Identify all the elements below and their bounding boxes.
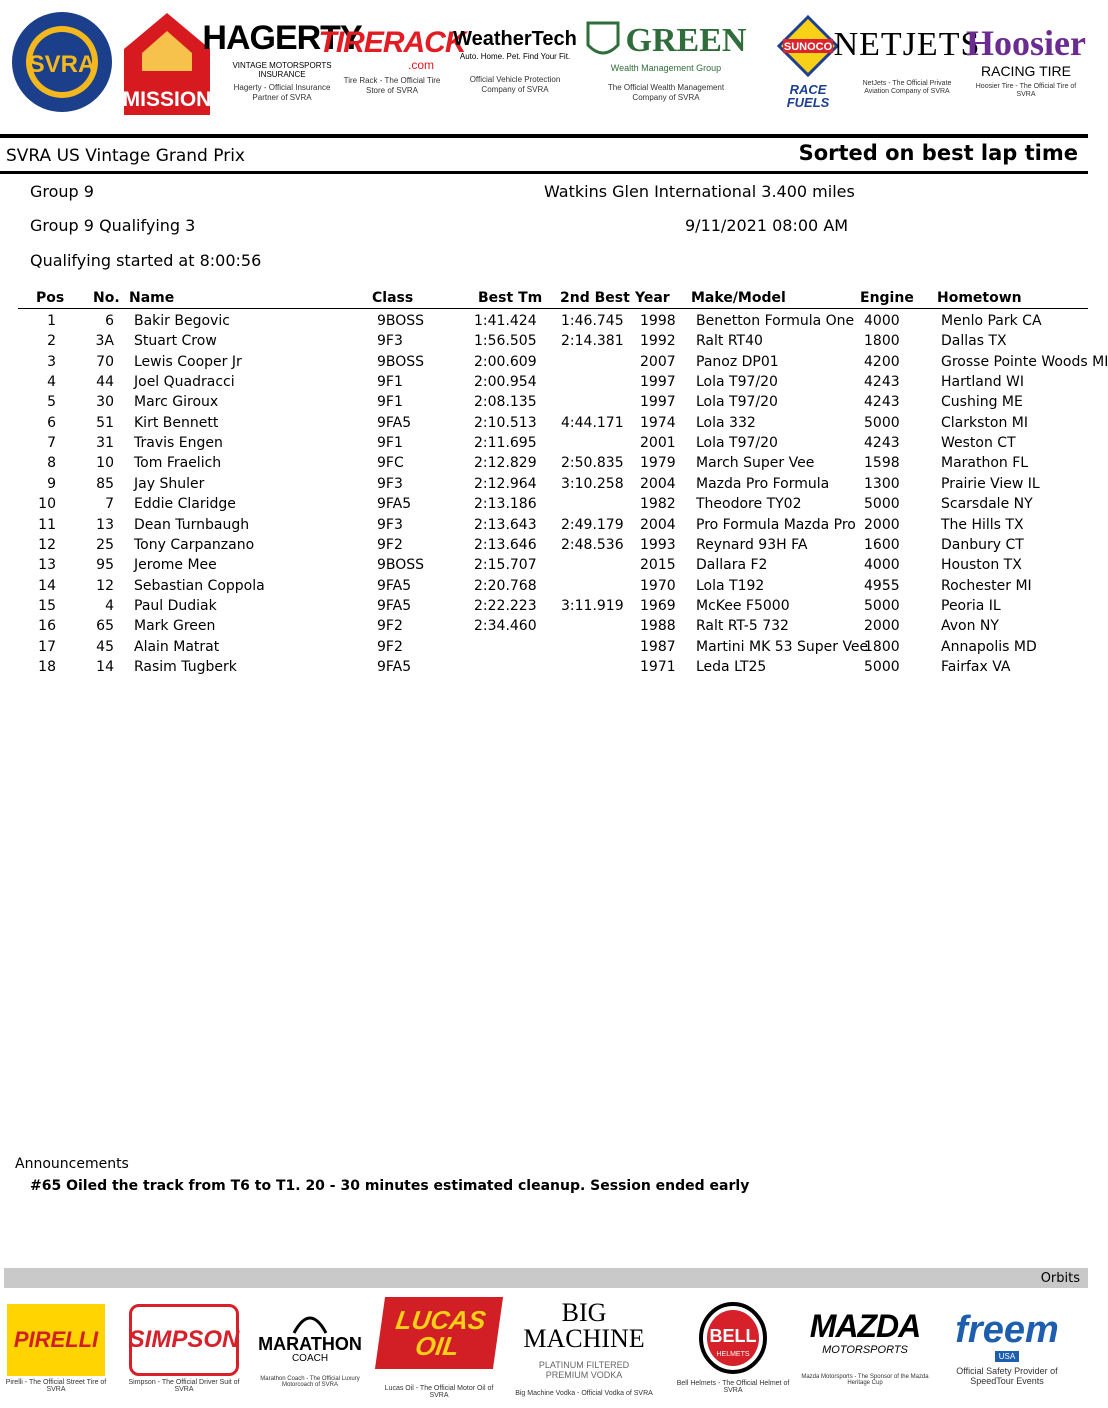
- cell-home: Grosse Pointe Woods MI: [941, 353, 1108, 370]
- cell-second: 1:46.745: [561, 313, 624, 329]
- table-row: [0, 557, 1088, 577]
- cell-engine: 1300: [864, 475, 900, 492]
- cell-best: 2:15.707: [474, 557, 537, 574]
- simpson-logo-text: SIMPSON: [128, 1325, 240, 1353]
- session-datetime: 9/11/2021 08:00 AM: [685, 216, 849, 235]
- col-engine: Engine: [860, 290, 914, 306]
- cell-engine: 5000: [864, 597, 900, 614]
- cell-name: Tom Fraelich: [134, 455, 222, 472]
- cell-year: 1998: [640, 313, 676, 329]
- cell-home: Menlo Park CA: [941, 313, 1042, 329]
- cell-best: 2:00.954: [474, 374, 537, 391]
- cell-class: 9BOSS: [377, 313, 425, 329]
- pirelli-logo: [4, 1296, 108, 1400]
- cell-class: 9F1: [377, 374, 403, 391]
- marathon-logo: [248, 1296, 372, 1400]
- mazda-sub: MOTORSPORTS: [822, 1344, 908, 1356]
- cell-make: Pro Formula Mazda Pro: [696, 516, 856, 533]
- mission-emblem-icon: [120, 9, 214, 115]
- cell-home: Weston CT: [941, 435, 1016, 452]
- cell-pos: 3: [47, 353, 56, 370]
- cell-pos: 10: [38, 496, 56, 513]
- bell-logo: [676, 1296, 790, 1400]
- cell-name: Alain Matrat: [134, 638, 220, 655]
- cell-no: 13: [96, 516, 114, 533]
- cell-make: Ralt RT40: [696, 333, 763, 350]
- cell-name: Lewis Cooper Jr: [134, 353, 242, 370]
- footer-bar: [4, 1268, 1088, 1288]
- cell-class: 9F2: [377, 638, 403, 655]
- cell-make: Dallara F2: [696, 557, 768, 574]
- cell-no: 95: [96, 557, 114, 574]
- svra-emblem-icon: [10, 10, 114, 114]
- cell-home: Peoria IL: [941, 597, 1001, 614]
- cell-pos: 8: [47, 455, 56, 472]
- cell-best: 2:13.643: [474, 516, 537, 533]
- hoosier-logo: [968, 6, 1084, 118]
- table-row: [0, 496, 1088, 516]
- cell-pos: 15: [38, 597, 56, 614]
- cell-engine: 5000: [864, 658, 900, 675]
- cell-best: 2:00.609: [474, 353, 537, 370]
- cell-home: Fairfax VA: [941, 658, 1011, 675]
- cell-pos: 16: [38, 618, 56, 635]
- table-row: [0, 659, 1088, 679]
- marathon-tag: Marathon Coach - The Official Luxury Motorcoach of SVRA: [260, 1375, 360, 1388]
- table-row: [0, 476, 1088, 496]
- marathon-logo-text: MARATHON: [258, 1333, 362, 1354]
- cell-no: 51: [96, 414, 114, 431]
- cell-name: Mark Green: [134, 618, 216, 635]
- cell-engine: 2000: [864, 516, 900, 533]
- weathertech-sub: Auto. Home. Pet. Find Your Fit.: [459, 52, 571, 62]
- cell-class: 9F3: [377, 333, 403, 350]
- bigmachine-logo-text: BIG MACHINE: [523, 1297, 645, 1353]
- cell-class: 9F2: [377, 536, 403, 553]
- cell-make: Ralt RT-5 732: [696, 618, 789, 635]
- table-row: [0, 374, 1088, 394]
- col-second: 2nd Best: [560, 290, 630, 306]
- cell-home: Hartland WI: [941, 374, 1025, 391]
- orbits-brand: Orbits: [1040, 1271, 1080, 1286]
- hoosier-sub: RACING TIRE: [981, 62, 1071, 79]
- pirelli-tag: Pirelli - The Official Street Tire of SVRA: [5, 1378, 107, 1393]
- hagerty-logo-text: HAGERTY: [202, 19, 362, 58]
- cell-pos: 11: [38, 516, 56, 533]
- cell-name: Marc Giroux: [134, 394, 219, 411]
- table-row: [0, 537, 1088, 557]
- cell-name: Rasim Tugberk: [134, 658, 237, 675]
- col-make: Make/Model: [691, 290, 786, 306]
- col-year: Year: [635, 290, 670, 306]
- col-best: Best Tm: [478, 290, 543, 306]
- announcement-text: #65 Oiled the track from T6 to T1. 20 - 30 minutes estimated cleanup. Session ended early: [30, 1178, 750, 1194]
- cell-year: 2015: [640, 557, 676, 574]
- cell-pos: 18: [38, 658, 56, 675]
- cell-no: 14: [96, 658, 114, 675]
- weathertech-logo: [452, 6, 578, 118]
- green-tag: The Official Wealth Management Company of SVRA: [607, 83, 725, 102]
- cell-make: Lola T192: [696, 577, 765, 594]
- table-row: [0, 353, 1108, 374]
- cell-engine: 4000: [864, 313, 900, 329]
- cell-no: 25: [96, 536, 114, 553]
- netjets-logo: [833, 6, 981, 118]
- cell-no: 7: [105, 496, 114, 513]
- cell-best: 2:22.223: [474, 597, 537, 614]
- cell-class: 9FA5: [377, 577, 412, 594]
- cell-pos: 2: [47, 333, 56, 350]
- cell-class: 9F3: [377, 475, 403, 492]
- tirerack-logo-text: TIRERACK: [318, 26, 466, 60]
- cell-make: Lola T97/20: [696, 394, 778, 411]
- cell-name: Stuart Crow: [134, 333, 217, 350]
- cell-no: 12: [96, 577, 114, 594]
- cell-engine: 5000: [864, 414, 900, 431]
- col-name: Name: [129, 290, 175, 306]
- cell-class: 9FC: [377, 455, 404, 472]
- cell-second: 2:49.179: [561, 516, 624, 533]
- cell-no: 6: [105, 313, 114, 329]
- table-row: [0, 598, 1088, 618]
- cell-engine: 1600: [864, 536, 900, 553]
- cell-name: Travis Engen: [134, 435, 223, 452]
- cell-make: Leda LT25: [696, 658, 767, 675]
- col-home: Hometown: [937, 290, 1022, 306]
- group-label: Group 9: [30, 182, 94, 201]
- green-logo: [592, 6, 747, 118]
- cell-make: Mazda Pro Formula: [696, 475, 830, 492]
- hoosier-logo-text: Hoosier: [966, 22, 1086, 63]
- cell-home: Cushing ME: [941, 394, 1023, 411]
- cell-second: 2:50.835: [561, 455, 624, 472]
- cell-class: 9FA5: [377, 414, 412, 431]
- cell-best: 1:41.424: [474, 313, 537, 329]
- green-sub: Wealth Management Group: [610, 63, 722, 74]
- cell-engine: 1598: [864, 455, 900, 472]
- cell-no: 44: [96, 374, 114, 391]
- cell-home: Danbury CT: [941, 536, 1024, 553]
- cell-name: Paul Dudiak: [134, 597, 217, 614]
- cell-class: 9FA5: [377, 597, 412, 614]
- col-pos: Pos: [36, 290, 65, 306]
- sunoco-sub: RACE FUELS: [786, 82, 830, 110]
- cell-engine: 1800: [864, 333, 900, 350]
- mission-logo-text: MISSION: [122, 88, 212, 111]
- cell-pos: 14: [38, 577, 56, 594]
- cell-name: Jerome Mee: [134, 557, 217, 574]
- lucasoil-logo-text: LUCAS OIL: [393, 1305, 488, 1361]
- cell-make: Reynard 93H FA: [696, 536, 808, 553]
- cell-best: 2:10.513: [474, 414, 537, 431]
- cell-pos: 12: [38, 536, 56, 553]
- cell-engine: 4955: [864, 577, 900, 594]
- cell-class: 9BOSS: [377, 557, 425, 574]
- session-label: Group 9 Qualifying 3: [30, 216, 196, 235]
- table-row: [0, 435, 1088, 455]
- cell-engine: 5000: [864, 496, 900, 513]
- cell-year: 1982: [640, 496, 676, 513]
- cell-class: 9F3: [377, 516, 403, 533]
- simpson-tag: Simpson - The Official Driver Suit of SVRA: [128, 1378, 240, 1393]
- freem-logo: [934, 1296, 1080, 1400]
- table-row: [0, 455, 1088, 475]
- bigmachine-sub: PLATINUM FILTERED PREMIUM VODKA: [538, 1359, 630, 1380]
- bell-emblem-icon: [697, 1302, 769, 1374]
- cell-year: 1969: [640, 597, 676, 614]
- sponsor-header: [0, 0, 1088, 128]
- simpson-logo: [126, 1296, 242, 1400]
- lucasoil-logo: [380, 1296, 498, 1400]
- table-row: [0, 578, 1088, 598]
- cell-engine: 4200: [864, 353, 900, 370]
- cell-make: Theodore TY02: [696, 496, 802, 513]
- cell-engine: 4000: [864, 557, 900, 574]
- table-row: [0, 313, 1088, 333]
- cell-year: 1979: [640, 455, 676, 472]
- cell-class: 9BOSS: [377, 353, 425, 370]
- cell-home: Houston TX: [941, 557, 1022, 574]
- cell-no: 45: [96, 638, 114, 655]
- cell-name: Sebastian Coppola: [134, 577, 265, 594]
- marathon-sub: COACH: [291, 1352, 329, 1364]
- cell-second: 2:48.536: [561, 536, 624, 553]
- header-rule-bottom: [0, 171, 1088, 174]
- cell-name: Tony Carpanzano: [134, 536, 255, 553]
- cell-name: Dean Turnbaugh: [134, 516, 250, 533]
- cell-home: The Hills TX: [941, 516, 1024, 533]
- freem-tag: Official Safety Provider of SpeedTour Events: [956, 1365, 1058, 1386]
- tirerack-sub: .com: [407, 58, 434, 73]
- bigmachine-logo: [510, 1296, 658, 1400]
- session-start: Qualifying started at 8:00:56: [30, 251, 262, 270]
- hagerty-sub: VINTAGE MOTORSPORTS INSURANCE: [232, 61, 332, 80]
- cell-best: 1:56.505: [474, 333, 537, 350]
- cell-pos: 7: [47, 435, 56, 452]
- cell-best: 2:12.829: [474, 455, 537, 472]
- cell-pos: 4: [47, 374, 56, 391]
- cell-no: 31: [96, 435, 114, 452]
- freem-sub: USA: [995, 1351, 1019, 1362]
- cell-no: 65: [96, 618, 114, 635]
- table-row: [0, 333, 1088, 353]
- cell-year: 1988: [640, 618, 676, 635]
- cell-pos: 6: [47, 414, 56, 431]
- cell-engine: 4243: [864, 394, 900, 411]
- cell-name: Bakir Begovic: [134, 313, 230, 329]
- col-no: No.: [93, 290, 120, 306]
- hagerty-tag: Hagerty - Official Insurance Partner of SVRA: [233, 83, 331, 102]
- cell-no: 4: [105, 597, 114, 614]
- header-rule-top: [0, 134, 1088, 138]
- cell-no: 30: [96, 394, 114, 411]
- bigmachine-tag: Big Machine Vodka - Official Vodka of SVRA: [515, 1389, 653, 1397]
- cell-make: Lola 332: [696, 414, 756, 431]
- cell-class: 9F2: [377, 618, 403, 635]
- cell-year: 2001: [640, 435, 676, 452]
- cell-year: 1970: [640, 577, 676, 594]
- cell-engine: 4243: [864, 435, 900, 452]
- cell-make: Lola T97/20: [696, 435, 778, 452]
- cell-home: Avon NY: [941, 618, 999, 635]
- cell-home: Prairie View IL: [941, 475, 1040, 492]
- cell-class: 9F1: [377, 435, 403, 452]
- cell-best: 2:08.135: [474, 394, 537, 411]
- sunoco-logo-text: SUNOCO: [783, 41, 833, 53]
- cell-make: March Super Vee: [696, 455, 815, 472]
- col-class: Class: [372, 290, 414, 306]
- cell-pos: 17: [38, 638, 56, 655]
- svra-logo: [8, 6, 116, 118]
- cell-year: 2004: [640, 475, 676, 492]
- cell-make: Martini MK 53 Super Vee: [696, 638, 869, 655]
- event-title: SVRA US Vintage Grand Prix: [6, 146, 245, 166]
- results-header-rule: [18, 308, 1088, 309]
- lucasoil-tag: Lucas Oil - The Official Motor Oil of SVRA: [384, 1385, 494, 1399]
- cell-make: Panoz DP01: [696, 353, 779, 370]
- cell-second: 3:10.258: [561, 475, 624, 492]
- netjets-logo-text: NETJETS: [833, 25, 981, 63]
- cell-make: Benetton Formula One: [696, 313, 855, 329]
- cell-home: Marathon FL: [941, 455, 1029, 472]
- cell-engine: 4243: [864, 374, 900, 391]
- bell-tag: Bell Helmets - The Official Helmet of SVRA: [676, 1380, 790, 1394]
- table-row: [0, 618, 1088, 638]
- cell-no: 3A: [95, 333, 114, 350]
- track-label: Watkins Glen International 3.400 miles: [544, 182, 855, 201]
- cell-best: 2:13.646: [474, 536, 537, 553]
- tirerack-tag: Tire Rack - The Official Tire Store of SVRA: [343, 76, 441, 95]
- bell-sub: HELMETS: [716, 1351, 750, 1358]
- table-row: [0, 517, 1088, 537]
- table-row: [0, 639, 1088, 659]
- cell-home: Scarsdale NY: [941, 496, 1033, 513]
- cell-name: Joel Quadracci: [134, 374, 235, 391]
- cell-home: Annapolis MD: [941, 638, 1037, 655]
- cell-name: Kirt Bennett: [134, 414, 219, 431]
- cell-year: 1974: [640, 414, 676, 431]
- cell-pos: 9: [47, 475, 56, 492]
- cell-make: Lola T97/20: [696, 374, 778, 391]
- cell-home: Rochester MI: [941, 577, 1032, 594]
- cell-name: Jay Shuler: [134, 475, 205, 492]
- cell-engine: 2000: [864, 618, 900, 635]
- cell-second: 2:14.381: [561, 333, 624, 350]
- mazda-logo-text: MAZDA: [809, 1308, 921, 1344]
- cell-no: 70: [96, 353, 114, 370]
- hoosier-tag: Hoosier Tire - The Official Tire of SVRA: [975, 82, 1077, 98]
- cell-pos: 5: [47, 394, 56, 411]
- cell-home: Clarkston MI: [941, 414, 1028, 431]
- cell-year: 1987: [640, 638, 676, 655]
- cell-engine: 1800: [864, 638, 900, 655]
- cell-no: 10: [96, 455, 114, 472]
- cell-make: McKee F5000: [696, 597, 790, 614]
- cell-second: 4:44.171: [561, 414, 624, 431]
- bell-logo-text: BELL: [709, 1326, 757, 1346]
- svra-logo-text: SVRA: [28, 51, 96, 78]
- cell-best: 2:11.695: [474, 435, 537, 452]
- cell-year: 1993: [640, 536, 676, 553]
- weathertech-tag: Official Vehicle Protection Company of SVRA: [469, 75, 561, 94]
- cell-year: 2004: [640, 516, 676, 533]
- sunoco-logo: [776, 6, 840, 118]
- marathon-laurel-icon: [290, 1309, 330, 1335]
- table-row: [0, 394, 1088, 414]
- cell-name: Eddie Claridge: [134, 496, 236, 513]
- cell-best: 2:20.768: [474, 577, 537, 594]
- cell-pos: 1: [47, 313, 56, 329]
- weathertech-logo-text: WeatherTech: [453, 28, 577, 51]
- cell-year: 2007: [640, 353, 676, 370]
- cell-home: Dallas TX: [941, 333, 1007, 350]
- cell-class: 9F1: [377, 394, 403, 411]
- pirelli-logo-text: PIRELLI: [13, 1326, 99, 1352]
- sort-label: Sorted on best lap time: [798, 141, 1078, 165]
- cell-year: 1992: [640, 333, 676, 350]
- mazda-tag: Mazda Motorsports - The Sponsor of the Mazda Heritage Cup: [801, 1374, 929, 1386]
- table-row: [0, 415, 1088, 435]
- cell-class: 9FA5: [377, 496, 412, 513]
- cell-year: 1997: [640, 374, 676, 391]
- freem-logo-text: freem: [955, 1308, 1059, 1351]
- cell-no: 85: [96, 475, 114, 492]
- mission-logo: [120, 6, 214, 118]
- green-shield-icon: [586, 21, 620, 61]
- cell-year: 1971: [640, 658, 676, 675]
- mazda-logo: [800, 1296, 930, 1400]
- netjets-tag: NetJets - The Official Private Aviation Company of SVRA: [862, 79, 952, 95]
- cell-second: 3:11.919: [561, 597, 624, 614]
- cell-best: 2:13.186: [474, 496, 537, 513]
- sunoco-diamond-icon: [777, 15, 839, 77]
- hagerty-logo: [202, 6, 362, 118]
- tirerack-logo: [318, 6, 466, 118]
- cell-year: 1997: [640, 394, 676, 411]
- cell-best: 2:34.460: [474, 618, 537, 635]
- announcements-label: Announcements: [15, 1156, 129, 1172]
- cell-best: 2:12.964: [474, 475, 537, 492]
- cell-class: 9FA5: [377, 658, 412, 675]
- cell-pos: 13: [38, 557, 56, 574]
- green-logo-text: GREEN: [625, 22, 747, 60]
